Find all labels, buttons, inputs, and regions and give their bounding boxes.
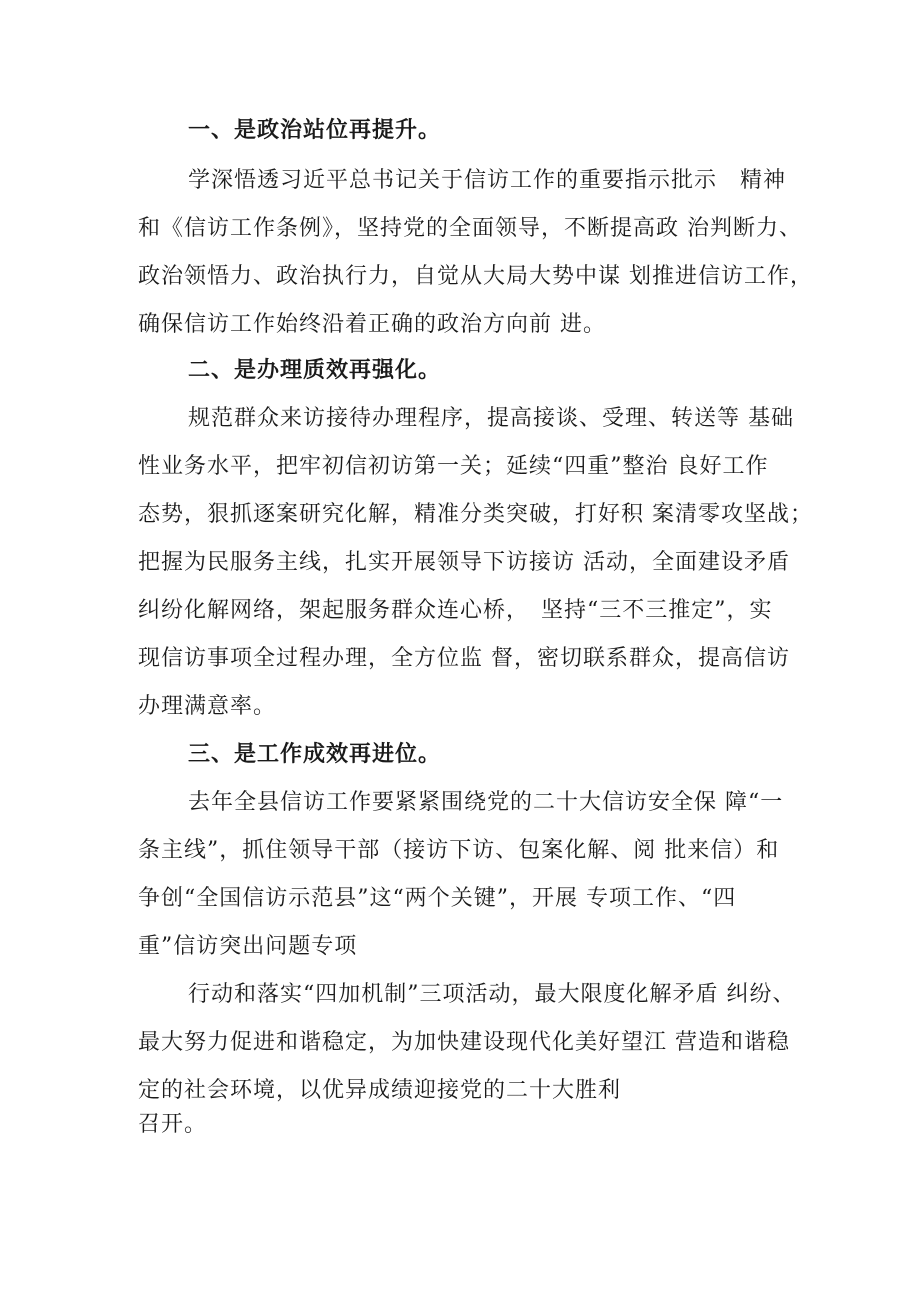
paragraph-line: 定的社会环境，以优异成绩迎接党的二十大胜利 [138,1078,622,1103]
section-heading-1: 一、是政治站位再提升。 [188,118,442,143]
paragraph-line: 条主线”，抓住领导干部（接访下访、包案化解、阅 批来信）和 [138,838,780,863]
paragraph-line: 办理满意率。 [138,694,277,719]
paragraph-line: 政治领悟力、政治执行力，自觉从大局大势中谋 划推进信访工作， [138,264,813,289]
paragraph-line: 性业务水平，把牢初信初访第一关；延续“四重”整治 良好工作 [138,454,769,479]
paragraph-line: 争创“全国信访示范县”这“两个关键”，开展 专项工作、“四 [138,886,737,911]
section-heading-2: 二、是办理质效再强化。 [188,358,442,383]
paragraph-line: 把握为民服务主线，扎实开展领导下访接访 活动，全面建设矛盾 [138,550,790,575]
paragraph-line: 最大努力促进和谐稳定，为加快建设现代化美好望江 营造和谐稳 [138,1030,790,1055]
paragraph-line: 和《信访工作条例》，坚持党的全面领导，不断提高政 治判断力、 [138,216,802,241]
paragraph-line: 去年全县信访工作要紧紧围绕党的二十大信访安全保 障“一 [188,790,784,815]
section-heading-3: 三、是工作成效再进位。 [188,742,442,767]
paragraph-line: 纠纷化解网络，架起服务群众连心桥， 坚持“三不三推定”，实 [138,598,773,623]
paragraph-line: 行动和落实“四加机制”三项活动，最大限度化解矛盾 纠纷、 [188,982,796,1007]
paragraph-line: 确保信访工作始终沿着正确的政治方向前 进。 [138,312,606,337]
paragraph-line: 规范群众来访接待办理程序，提高接谈、受理、转送等 基础 [188,406,794,431]
paragraph-line: 重”信访突出问题专项 [138,934,358,959]
paragraph-line: 现信访事项全过程办理，全方位监 督，密切联系群众，提高信访 [138,646,790,671]
paragraph-line: 态势，狠抓逐案研究化解，精准分类突破，打好积 案清零攻坚战； [138,502,813,527]
paragraph-line: 学深悟透习近平总书记关于信访工作的重要指示批示 精神 [188,168,787,193]
paragraph-line: 召开。 [138,1112,208,1137]
